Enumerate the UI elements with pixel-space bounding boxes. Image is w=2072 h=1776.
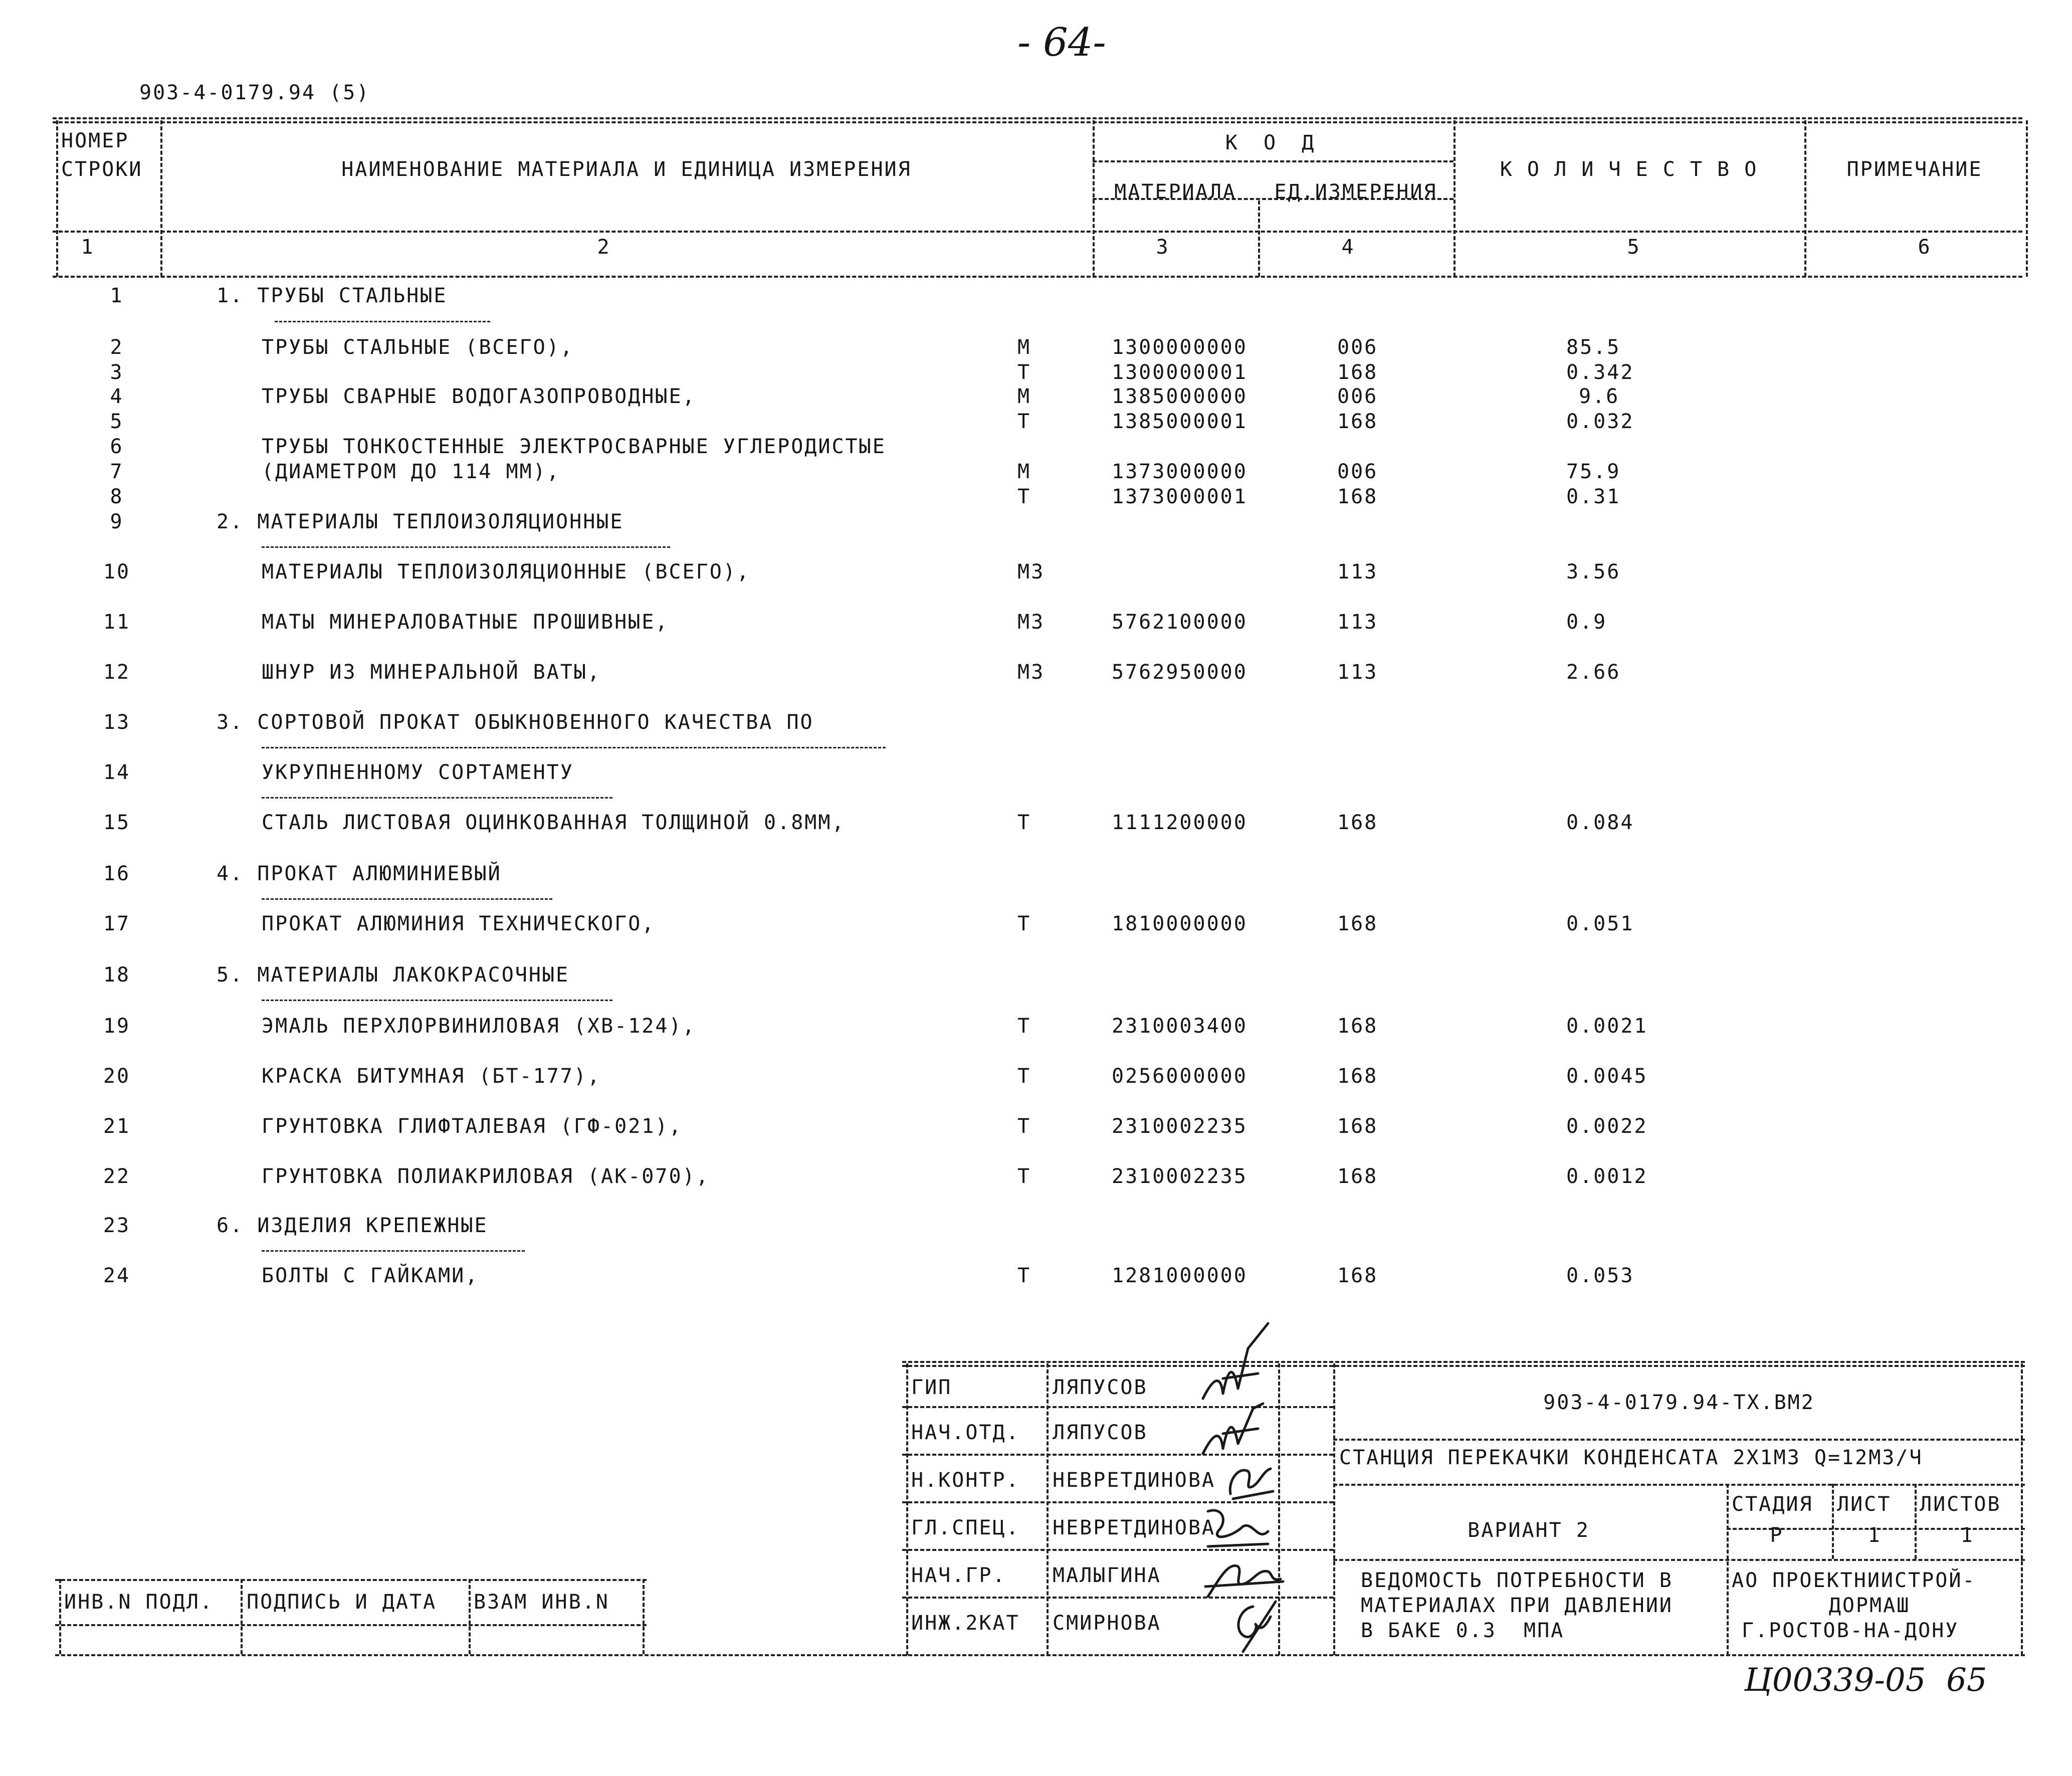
variant: ВАРИАНТ 2 (1468, 1519, 1590, 1542)
unit: Т (1017, 410, 1031, 433)
header-num-2: 2 (597, 236, 611, 259)
quantity: 0.032 (1566, 410, 1634, 433)
archive-stamp-code: Ц00339-05 65 (1744, 1662, 1987, 1699)
name-gip: ЛЯПУСОВ (1053, 1376, 1148, 1399)
unit-code: 168 (1337, 1115, 1378, 1138)
quantity: 0.051 (1566, 912, 1634, 935)
sheets-value: 1 (1960, 1524, 1974, 1547)
material-code: 1373000000 (1112, 460, 1248, 483)
role-norm-control: Н.КОНТР. (911, 1469, 1020, 1492)
material-name: СТАЛЬ ЛИСТОВАЯ ОЦИНКОВАННАЯ ТОЛЩИНОЙ 0.8ММ, (262, 811, 846, 834)
row-number: 21 (103, 1115, 131, 1138)
description-line-1: ВЕДОМОСТЬ ПОТРЕБНОСТИ В (1361, 1569, 1673, 1592)
unit-code: 113 (1337, 560, 1378, 583)
row-number: 14 (103, 761, 131, 784)
unit: Т (1017, 912, 1031, 935)
object-name: СТАНЦИЯ ПЕРЕКАЧКИ КОНДЕНСАТА 2Х1М3 Q=12М3/Ч (1339, 1446, 1923, 1469)
row-number: 24 (103, 1264, 131, 1287)
section-title: 4. ПРОКАТ АЛЮМИНИЕВЫЙ (217, 862, 502, 885)
quantity: 3.56 (1566, 560, 1621, 583)
name-chief-specialist: НЕВРЕТДИНОВА (1053, 1516, 1215, 1539)
material-name: БОЛТЫ С ГАЙКАМИ, (262, 1264, 479, 1287)
unit: Т (1017, 1065, 1031, 1088)
quantity: 0.0021 (1566, 1015, 1648, 1038)
section-title-continued: УКРУПНЕННОМУ СОРТАМЕНТУ (262, 761, 574, 784)
section-title: 2. МАТЕРИАЛЫ ТЕПЛОИЗОЛЯЦИОННЫЕ (217, 510, 624, 533)
unit: Т (1017, 1115, 1031, 1138)
unit-code: 168 (1337, 1264, 1378, 1287)
row-number: 22 (103, 1165, 131, 1188)
material-code: 1300000000 (1112, 336, 1248, 359)
quantity: 85.5 (1566, 336, 1621, 359)
row-number: 15 (103, 811, 131, 834)
row-number: 10 (103, 560, 131, 583)
header-num-3: 3 (1156, 236, 1170, 259)
unit-code: 113 (1337, 611, 1378, 634)
material-code: 5762100000 (1112, 611, 1248, 634)
doc-code: 903-4-0179.94 (5) (139, 81, 370, 104)
material-code: 1300000001 (1112, 361, 1248, 384)
row-number: 13 (103, 711, 131, 734)
section-title: 1. ТРУБЫ СТАЛЬНЫЕ (217, 284, 448, 307)
unit: Т (1017, 1015, 1031, 1038)
page-number: - 64- (1017, 20, 1106, 65)
header-row-number-2: СТРОКИ (61, 158, 143, 181)
header-num-6: 6 (1918, 236, 1932, 259)
row-number: 6 (110, 435, 124, 458)
unit-code: 168 (1337, 1165, 1378, 1188)
row-number: 1 (110, 284, 124, 307)
role-engineer: ИНЖ.2КАТ (911, 1612, 1020, 1635)
quantity: 0.0022 (1566, 1115, 1648, 1138)
material-code: 2310003400 (1112, 1015, 1248, 1038)
header-material-name: НАИМЕНОВАНИЕ МАТЕРИАЛА И ЕДИНИЦА ИЗМЕРЕНИЯ (341, 158, 912, 181)
name-group-head: МАЛЫГИНА (1053, 1564, 1161, 1587)
description-line-2: МАТЕРИАЛАХ ПРИ ДАВЛЕНИИ (1361, 1594, 1673, 1617)
sheets-header: ЛИСТОВ (1920, 1493, 2001, 1516)
unit-code: 168 (1337, 485, 1378, 508)
section-title: 6. ИЗДЕЛИЯ КРЕПЕЖНЫЕ (217, 1214, 488, 1237)
material-name: ТРУБЫ СТАЛЬНЫЕ (ВСЕГО), (262, 336, 574, 359)
sheet-header: ЛИСТ (1837, 1493, 1892, 1516)
unit: М3 (1017, 611, 1045, 634)
unit-code: 168 (1337, 1065, 1378, 1088)
row-number: 3 (110, 361, 124, 384)
unit-code: 168 (1337, 410, 1378, 433)
material-name: ШНУР ИЗ МИНЕРАЛЬНОЙ ВАТЫ, (262, 661, 601, 684)
header-note: ПРИМЕЧАНИЕ (1846, 158, 1983, 181)
name-head-dept: ЛЯПУСОВ (1053, 1421, 1148, 1444)
unit: Т (1017, 1165, 1031, 1188)
material-code: 2310002235 (1112, 1165, 1248, 1188)
unit-code: 168 (1337, 912, 1378, 935)
signature-norm-control (1223, 1456, 1278, 1504)
role-head-dept: НАЧ.ОТД. (911, 1421, 1020, 1444)
material-name: ТРУБЫ СВАРНЫЕ ВОДОГАЗОПРОВОДНЫЕ, (262, 385, 696, 408)
unit: М (1017, 336, 1031, 359)
row-number: 8 (110, 485, 124, 508)
header-material-code: МАТЕРИАЛА (1114, 180, 1236, 204)
material-code: 5762950000 (1112, 661, 1248, 684)
material-code: 1385000001 (1112, 410, 1248, 433)
quantity: 75.9 (1566, 460, 1621, 483)
unit: М (1017, 460, 1031, 483)
stage-value: Р (1770, 1524, 1784, 1547)
row-number: 17 (103, 912, 131, 935)
section-title: 3. СОРТОВОЙ ПРОКАТ ОБЫКНОВЕННОГО КАЧЕСТВА ПО (217, 711, 814, 734)
header-row-number-1: НОМЕР (61, 129, 129, 152)
signature-engineer (1223, 1597, 1283, 1657)
unit: Т (1017, 811, 1031, 834)
description-line-3: В БАКЕ 0.3 МПА (1361, 1619, 1565, 1642)
row-number: 11 (103, 611, 131, 634)
quantity: 0.31 (1566, 485, 1621, 508)
material-name: ПРОКАТ АЛЮМИНИЯ ТЕХНИЧЕСКОГО, (262, 912, 656, 935)
section-title: 5. МАТЕРИАЛЫ ЛАКОКРАСОЧНЫЕ (217, 963, 570, 986)
name-engineer: СМИРНОВА (1053, 1612, 1161, 1635)
header-num-5: 5 (1627, 236, 1641, 259)
quantity: 0.0045 (1566, 1065, 1648, 1088)
row-number: 2 (110, 336, 124, 359)
material-code: 1810000000 (1112, 912, 1248, 935)
material-code: 1373000001 (1112, 485, 1248, 508)
row-number: 20 (103, 1065, 131, 1088)
unit: М3 (1017, 661, 1045, 684)
material-code: 1281000000 (1112, 1264, 1248, 1287)
signature-date-header: ПОДПИСЬ И ДАТА (247, 1591, 437, 1614)
quantity: 2.66 (1566, 661, 1621, 684)
material-code: 1111200000 (1112, 811, 1248, 834)
unit-code: 006 (1337, 460, 1378, 483)
stage-header: СТАДИЯ (1732, 1493, 1813, 1516)
row-number: 7 (110, 460, 124, 483)
material-name: КРАСКА БИТУМНАЯ (БТ-177), (262, 1065, 601, 1088)
unit: Т (1017, 1264, 1031, 1287)
signature-head-dept (1193, 1399, 1293, 1464)
unit: М3 (1017, 560, 1045, 583)
quantity: 0.9 (1566, 611, 1607, 634)
organization-line-1: АО ПРОЕКТНИИСТРОЙ- (1732, 1569, 1976, 1592)
row-number: 19 (103, 1015, 131, 1038)
header-unit-code: ЕД.ИЗМЕРЕНИЯ (1274, 180, 1437, 204)
organization-line-2: ДОРМАШ (1828, 1594, 1911, 1617)
quantity: 0.342 (1566, 361, 1634, 384)
unit-code: 168 (1337, 361, 1378, 384)
header-quantity: К О Л И Ч Е С Т В О (1500, 158, 1758, 181)
inv-number-header: ИНВ.N ПОДЛ. (64, 1591, 214, 1614)
quantity: 0.053 (1566, 1264, 1634, 1287)
quantity: 9.6 (1579, 385, 1620, 408)
material-code: 1385000000 (1112, 385, 1248, 408)
row-number: 4 (110, 385, 124, 408)
row-number: 23 (103, 1214, 131, 1237)
quantity: 0.084 (1566, 811, 1634, 834)
unit: Т (1017, 485, 1031, 508)
material-name: МАТЕРИАЛЫ ТЕПЛОИЗОЛЯЦИОННЫЕ (ВСЕГО), (262, 560, 750, 583)
unit-code: 168 (1337, 811, 1378, 834)
unit-code: 113 (1337, 661, 1378, 684)
row-number: 9 (110, 510, 124, 533)
row-number: 18 (103, 963, 131, 986)
material-name: (ДИАМЕТРОМ ДО 114 ММ), (262, 460, 560, 483)
material-name: ТРУБЫ ТОНКОСТЕННЫЕ ЭЛЕКТРОСВАРНЫЕ УГЛЕРОДИСТЫЕ (262, 435, 886, 458)
material-name: ЭМАЛЬ ПЕРХЛОРВИНИЛОВАЯ (ХВ-124), (262, 1015, 696, 1038)
material-name: ГРУНТОВКА ПОЛИАКРИЛОВАЯ (АК-070), (262, 1165, 710, 1188)
name-norm-control: НЕВРЕТДИНОВА (1053, 1469, 1215, 1492)
material-name: ГРУНТОВКА ГЛИФТАЛЕВАЯ (ГФ-021), (262, 1115, 683, 1138)
organization-line-3: Г.РОСТОВ-НА-ДОНУ (1742, 1619, 1959, 1642)
unit-code: 168 (1337, 1015, 1378, 1038)
header-num-4: 4 (1341, 236, 1355, 259)
role-group-head: НАЧ.ГР. (911, 1564, 1006, 1587)
quantity: 0.0012 (1566, 1165, 1648, 1188)
unit: Т (1017, 361, 1031, 384)
material-name: МАТЫ МИНЕРАЛОВАТНЫЕ ПРОШИВНЫЕ, (262, 611, 669, 634)
unit-code: 006 (1337, 336, 1378, 359)
title-doc-code: 903-4-0179.94-ТХ.ВМ2 (1543, 1391, 1815, 1414)
role-gip: ГИП (911, 1376, 952, 1399)
unit-code: 006 (1337, 385, 1378, 408)
row-number: 12 (103, 661, 131, 684)
header-kod: К О Д (1225, 131, 1321, 154)
material-code: 2310002235 (1112, 1115, 1248, 1138)
row-number: 16 (103, 862, 131, 885)
material-code: 0256000000 (1112, 1065, 1248, 1088)
role-chief-specialist: ГЛ.СПЕЦ. (911, 1516, 1020, 1539)
header-num-1: 1 (81, 236, 95, 259)
unit: М (1017, 385, 1031, 408)
row-number: 5 (110, 410, 124, 433)
sheet-value: 1 (1868, 1524, 1882, 1547)
replaced-inv-header: ВЗАМ ИНВ.N (474, 1591, 609, 1614)
